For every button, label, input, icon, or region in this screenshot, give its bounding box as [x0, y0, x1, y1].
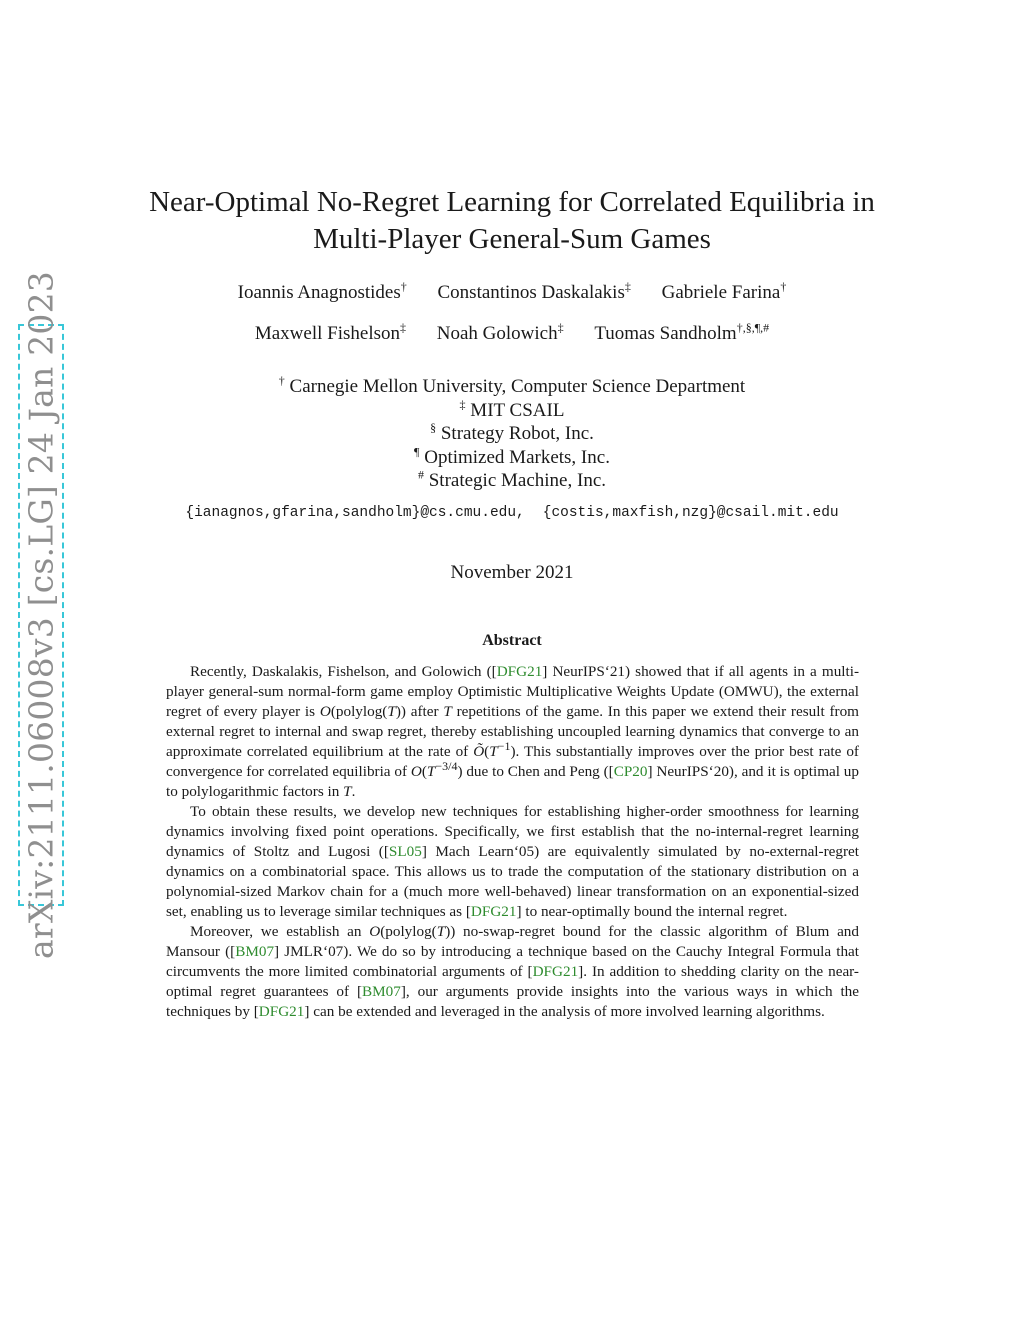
abstract-paragraph-3: Moreover, we establish an O(polylog(T)) no-swap-regret bound for the classic algorithm of Blum and Mansour ([BM07] JMLR‘07). We do so by introducing a technique based on the Cauchy Integral Formula that circumvents the more limited combinatorial arguments of [DFG21]. In addition to shedding clarity on the near-optimal regret guarantees of [BM07], our arguments provide insights into the various ways in which the techniques by [DFG21] can be extended and leveraged in the analysis of more involved learning algorithms. [166, 923, 860, 1020]
author: Tuomas Sandholm†,§,¶,# [594, 320, 770, 344]
affiliations [120, 375, 904, 493]
author: Gabriele Farina† [661, 279, 787, 303]
affiliation: ¶ Optimized Markets, Inc. [414, 444, 610, 468]
author-emails [120, 505, 904, 521]
title-line-2: Multi-Player General-Sum Games [313, 223, 711, 255]
abstract-heading: Abstract [482, 632, 542, 649]
citation-link[interactable]: SL05 [388, 843, 422, 860]
arxiv-side-stamp [18, 271, 64, 959]
author-row-2 [120, 320, 904, 345]
affiliation: # Strategic Machine, Inc. [417, 467, 606, 491]
affiliation: † Carnegie Mellon University, Computer Science Department [278, 373, 746, 397]
abstract-body [166, 662, 859, 1022]
author: Constantinos Daskalakis‡ [437, 279, 631, 303]
abstract-paragraph-1: Recently, Daskalakis, Fishelson, and Golowich ([DFG21] NeurIPS‘21) showed that if all agents in a multi-player general-sum normal-form game employ Optimistic Multiplicative Weights Update (OMWU), the external regret of every player is O(polylog(T)) after T repetitions of the game. In this paper we extend their result from external regret to internal and swap regret, thereby establishing uncoupled learning dynamics that converge to an approximate correlated equilibrium at the rate of $Õ(T^{-1})$. This substantially improves over the prior best rate of convergence for correlated equilibria of $O(T^{-3/4})$ due to Chen and Peng ([CP20] NeurIPS‘20), and it is optimal up to polylogarithmic factors in T. [166, 663, 860, 800]
citation-link[interactable]: DFG21 [470, 903, 517, 920]
citation-link[interactable]: CP20 [613, 763, 648, 780]
author: Maxwell Fishelson‡ [254, 320, 406, 344]
affiliation: § Strategy Robot, Inc. [430, 420, 594, 444]
abstract-paragraph-2: To obtain these results, we develop new techniques for establishing higher-order smoothness for learning dynamics involving fixed point operations. Specifically, we first establish that the no-internal-regret learning dynamics of Stoltz and Lugosi ([SL05] Mach Learn‘05) are equivalently simulated by no-external-regret dynamics on a combinatorial space. This allows us to trade the computation of the stationary distribution on a polynomial-sized Markov chain for a (much more well-behaved) linear transformation on an exponential-sized set, enabling us to leverage similar techniques as [DFG21] to near-optimally bound the internal regret. [166, 803, 859, 920]
email-group-cmu: {ianagnos,gfarina,sandholm}@cs.cmu.edu, [185, 505, 525, 521]
affiliation: ‡ MIT CSAIL [459, 397, 565, 421]
author-row-1 [120, 279, 904, 304]
title-line-1: Near-Optimal No-Regret Learning for Correlated Equilibria in [149, 186, 875, 218]
author: Ioannis Anagnostides† [237, 279, 407, 303]
citation-link[interactable]: DFG21 [496, 663, 543, 680]
paper-title [120, 184, 904, 258]
publication-date: November 2021 [450, 562, 574, 583]
citation-link[interactable]: BM07 [362, 983, 401, 1000]
citation-link[interactable]: DFG21 [258, 1003, 305, 1020]
citation-link[interactable]: BM07 [235, 943, 275, 960]
citation-link[interactable]: DFG21 [532, 963, 579, 980]
email-group-mit: {costis,maxfish,nzg}@csail.mit.edu [542, 505, 839, 521]
author: Noah Golowich‡ [436, 320, 564, 344]
arxiv-identifier: arXiv:2111.06008v3 [cs.LG] 24 Jan 2023 [21, 271, 61, 959]
